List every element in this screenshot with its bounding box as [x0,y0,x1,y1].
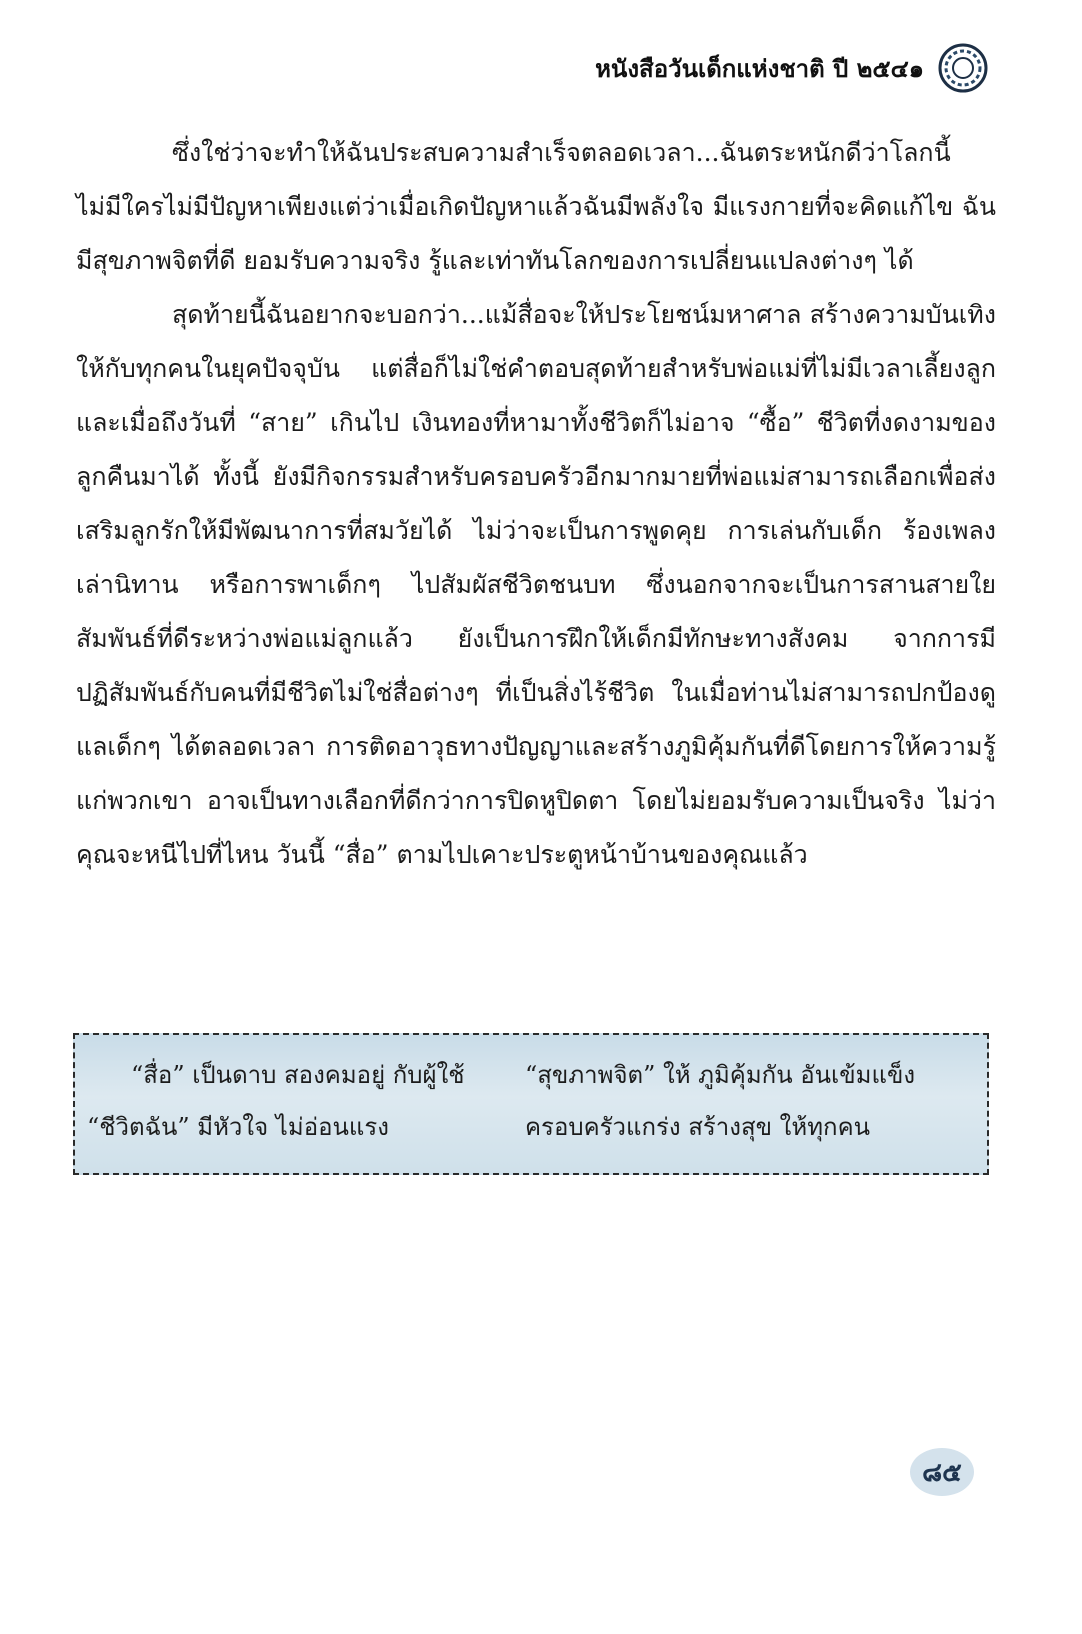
paragraph-2: สุดท้ายนี้ฉันอยากจะบอกว่า...แม้สื่อจะให้ประโยชน์มหาศาล สร้างความบันเทิงให้กับทุกคนในยุคปัจจุบัน แต่สื่อก็ไม่ใช่คำตอบสุดท้ายสำหรับพ่อแม่ที่ไม่มีเวลาเลี้ยงลูก และเมื่อถึงวันที่ “สาย” เกินไป เงินทองที่หามาทั้งชีวิตก็ไม่อาจ “ซื้อ” ชีวิตที่งดงามของลูกคืนมาได้ ทั้งนี้ ยังมีกิจกรรมสำหรับครอบครัวอีกมากมายที่พ่อแม่สามารถเลือกเพื่อส่งเสริมลูกรักให้มีพัฒนาการที่สมวัยได้ ไม่ว่าจะเป็นการพูดคุย การเล่นกับเด็ก ร้องเพลง เล่านิทาน หรือการพาเด็กๆ ไปสัมผัสชีวิตชนบท ซึ่งนอกจากจะเป็นการสานสายใยสัมพันธ์ที่ดีระหว่างพ่อแม่ลูกแล้ว ยังเป็นการฝึกให้เด็กมีทักษะทางสังคม จากการมีปฏิสัมพันธ์กับคนที่มีชีวิตไม่ใช่สื่อต่างๆ ที่เป็นสิ่งไร้ชีวิต ในเมื่อท่านไม่สามารถปกป้องดูแลเด็กๆ ได้ตลอดเวลา การติดอาวุธทางปัญญาและสร้างภูมิคุ้มกันที่ดีโดยการให้ความรู้แก่พวกเขา อาจเป็นทางเลือกที่ดีกว่าการปิดหูปิดตา โดยไม่ยอมรับความเป็นจริง ไม่ว่าคุณจะหนีไปที่ไหน วันนี้ “สื่อ” ตามไปเคาะประตูหน้าบ้านของคุณแล้ว [76,300,996,869]
poem-verse-2-left: “ชีวิตฉัน” มีหัวใจ ไม่อ่อนแรง [87,1113,390,1141]
poem-line-2 [75,1107,987,1147]
poem-line-1 [75,1055,987,1095]
ring-emblem-icon [936,41,990,95]
page-header [595,38,990,98]
poem-verse-1-right: “สุขภาพจิต” ให้ ภูมิคุ้มกัน อันเข้มแข็ง [525,1061,916,1089]
paragraph-1: ซึ่งใช่ว่าจะทำให้ฉันประสบความสำเร็จตลอดเวลา...ฉันตระหนักดีว่าโลกนี้ไม่มีใครไม่มีปัญหาเพียงแต่ว่าเมื่อเกิดปัญหาแล้วฉันมีพลังใจ มีแรงกายที่จะคิดแก้ไข ฉันมีสุขภาพจิตที่ดี ยอมรับความจริง รู้และเท่าทันโลกของการเปลี่ยนแปลงต่างๆ ได้ [76,138,996,275]
poem-verse-1-left: “สื่อ” เป็นดาบ สองคมอยู่ กับผู้ใช้ [131,1061,465,1089]
poem-box [73,1033,989,1175]
page-number: ๘๕ [910,1448,974,1496]
poem-verse-2-right: ครอบครัวแกร่ง สร้างสุข ให้ทุกคน [525,1113,871,1141]
book-title: หนังสือวันเด็กแห่งชาติ ปี ๒๕๔๑ [595,54,924,83]
article-body [76,126,996,882]
